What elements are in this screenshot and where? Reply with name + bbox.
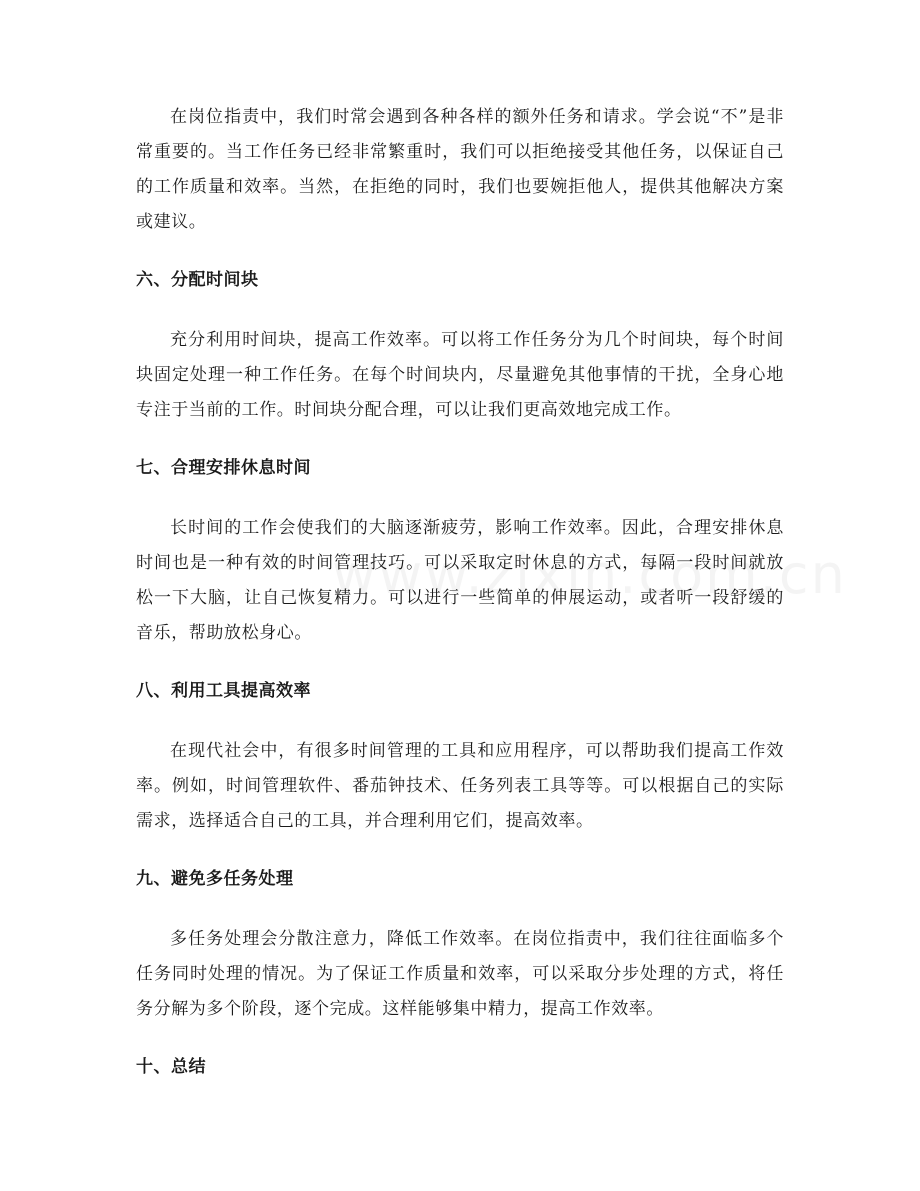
section-paragraph-9: 多任务处理会分散注意力，降低工作效率。在岗位指责中，我们往往面临多个任务同时处理的情况。为了保证工作质量和效率，可以采取分步处理的方式，将任务分解为多个阶段，逐个完成。这样能够集中精力，提高工作效率。 bbox=[136, 929, 784, 1019]
section-heading-7: 七、合理安排休息时间 bbox=[136, 458, 311, 478]
section-heading-10: 十、总结 bbox=[136, 1057, 206, 1077]
section-heading-9: 九、避免多任务处理 bbox=[136, 869, 294, 889]
intro-paragraph: 在岗位指责中，我们时常会遇到各种各样的额外任务和请求。学会说“不”是非常重要的。当工作任务已经非常繁重时，我们可以拒绝接受其他任务，以保证自己的工作质量和效率。当然，在拒绝的同时，我们也要婉拒他人，提供其他解决方案或建议。 bbox=[136, 107, 784, 232]
section-heading-8: 八、利用工具提高效率 bbox=[136, 681, 311, 701]
section-paragraph-6: 充分利用时间块，提高工作效率。可以将工作任务分为几个时间块，每个时间块固定处理一种工作任务。在每个时间块内，尽量避免其他事情的干扰，全身心地专注于当前的工作。时间块分配合理，可以让我们更高效地完成工作。 bbox=[136, 330, 784, 420]
document-body bbox=[136, 100, 784, 1085]
section-heading-6: 六、分配时间块 bbox=[136, 270, 259, 290]
section-paragraph-8: 在现代社会中，有很多时间管理的工具和应用程序，可以帮助我们提高工作效率。例如，时间管理软件、番茄钟技术、任务列表工具等等。可以根据自己的实际需求，选择适合自己的工具，并合理利用它们，提高效率。 bbox=[136, 741, 784, 831]
section-paragraph-7: 长时间的工作会使我们的大脑逐渐疲劳，影响工作效率。因此，合理安排休息时间也是一种有效的时间管理技巧。可以采取定时休息的方式，每隔一段时间就放松一下大脑，让自己恢复精力。可以进行一些简单的伸展运动，或者听一段舒缓的音乐，帮助放松身心。 bbox=[136, 518, 784, 643]
